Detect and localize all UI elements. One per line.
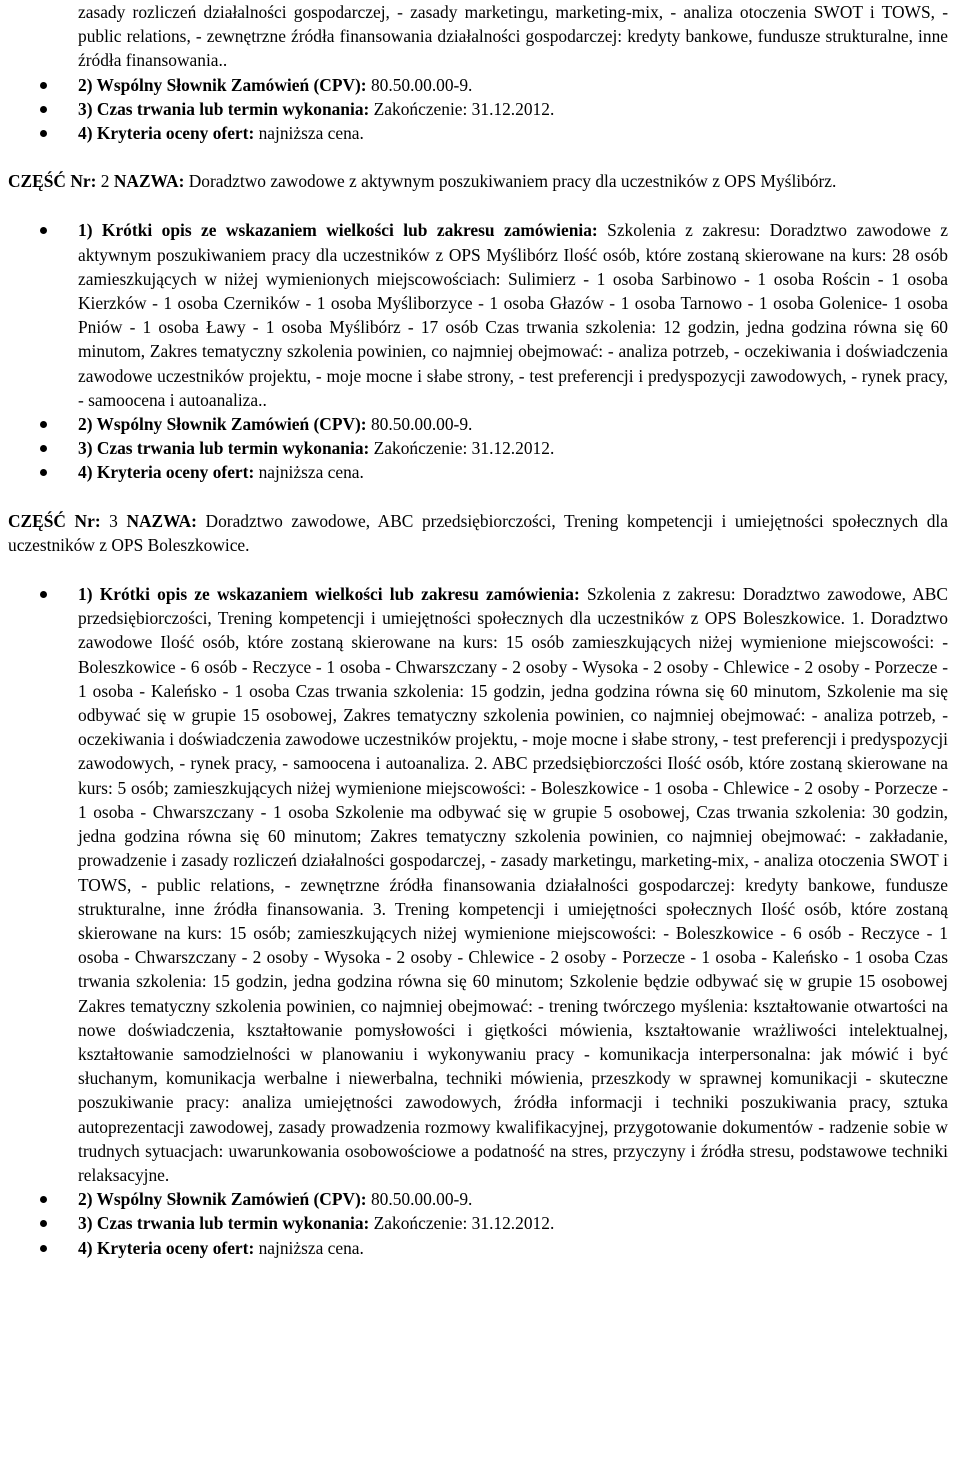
criteria-value: najniższa cena.	[258, 1237, 364, 1258]
description-label: 1) Krótki opis ze wskazaniem wielkości lub zakresu zamówienia:	[78, 584, 580, 605]
part-number: 2	[100, 171, 110, 192]
time-value: Zakończenie: 31.12.2012.	[373, 438, 555, 459]
bullet-icon	[40, 106, 47, 113]
time-label: 3) Czas trwania lub termin wykonania:	[78, 1213, 370, 1234]
part3-criteria-item	[78, 1236, 948, 1260]
description-value: Szkolenia z zakresu: Doradztwo zawodowe, ABC przedsiębiorczości, Trening kompetencji i umiejętności społecznych dla uczestników z OPS Boleszkowice. 1. Doradztwo zawodowe Ilość osób, które zostaną skierowane na kurs: 15 osób zamieszkujących niżej wymienione miejscowości: - Boleszkowice - 6 osób - Reczyce - 1 osoba - Chwarszczany - 2 osoby - Wysoka - 2 osoby - Chlewice - 2 osoby - Porzecze - 1 osoba - Kaleńsko - 1 osoba Czas trwania szkolenia: 15 godzin, jedna godzina równa się 60 minutom, Szkolenie ma się odbywać się w grupie 15 osobowej, Zakres tematyczny szkolenia powinien, co najmniej obejmować: - analiza potrzeb, - oczekiwania i doświadczenia zawodowe uczestników projektu, - moje mocne i słabe strony, - test preferencji i predyspozycji zawodowych, - rynek pracy, - samoocena i autoanaliza. 2. ABC przedsiębiorczości Ilość osób, które zostaną skierowane na kurs: 5 osób; zamieszkujących niżej wymienione miejscowości: - Boleszkowice - 1 osoba - Chlewice - 2 osoby - Porzecze - 1 osoba - Chwarszczany - 1 osoba Szkolenie ma odbywać się w grupie 5 osobowej, Czas trwania szkolenia: 30 godzin, jedna godzina równa się 60 minutom; Zakres tematyczny szkolenia powinien, co najmniej obejmować: - zakładanie, prowadzenie i zasady rozliczeń działalności gospodarczej, - zasady marketingu, marketing-mix, - analiza otoczenia SWOT i TOWS, - public relations, - zewnętrzne źródła finansowania działalności gospodarczej: kredyty bankowe, fundusze strukturalne, inne źródła finansowania. 3. Trening kompetencji i umiejętności społecznych Ilość osób, które zostaną skierowane na kurs: 15 osób; zamieszkujących niżej wymienione miejscowości: - Boleszkowice - 6 osób - Reczyce - 1 osoba - Chwarszczany - 2 osoby - Wysoka - 2 osoby - Chlewice - 2 osoby - Porzecze - 1 osoba - Kaleńsko - 1 osoba Czas trwania szkolenia: 15 godzin, jedna godzina równa się 60 minutom; Szkolenie będzie odbywać się w grupie 15 osobowej Zakres tematyczny szkolenia powinien, co najmniej obejmować: - trening twórczego myślenia: kształtowanie otwartości na nowe doświadczenia, kształtowanie pomysłowości i giętkości mówienia, kształtowanie wrażliwości intelektualnej, kształtowanie samodzielności w planowaniu i wykonywaniu pracy - komunikacja interpersonalna: jak mówić i być słuchanym, komunikacja werbalne i niewerbalna, techniki mówienia, przeszkody w sprawnej komunikacji - skuteczne poszukiwanie pracy: analiza umiejętności zawodowych, źródła informacji i techniki poszukiwania pracy, sztuka autoprezentacji zawodowej, zasady prowadzenia rozmowy kwalifikacyjnej, przygotowanie dokumentów - radzenie sobie w trudnych sytuacjach: uwarunkowania osobowościowe a podatność na stres, przyczyny i źródła stresu, podstawowe techniki relaksacyjne.	[78, 584, 949, 1185]
criteria-label: 4) Kryteria oceny ofert:	[78, 462, 255, 483]
cpv-label: 2) Wspólny Słownik Zamówień (CPV):	[78, 1189, 367, 1210]
bullet-icon	[40, 1220, 47, 1227]
part2-description-item	[78, 218, 948, 412]
part-name-label: NAZWA:	[126, 510, 197, 531]
part1-criteria-item	[78, 121, 948, 145]
cpv-value: 80.50.00.00-9.	[370, 414, 473, 435]
part3-attributes-list	[8, 582, 948, 1260]
part2-criteria-item	[78, 460, 948, 484]
bullet-icon	[40, 469, 47, 476]
part3-description-item	[78, 582, 948, 1187]
bullet-icon	[40, 130, 47, 137]
part2-attributes-list	[8, 218, 948, 484]
bullet-icon	[40, 1245, 47, 1252]
part3-time-item	[78, 1211, 948, 1235]
part-name: Doradztwo zawodowe z aktywnym poszukiwaniem pracy dla uczestników z OPS Myślibórz.	[188, 171, 837, 192]
part1-description-continuation: zasady rozliczeń działalności gospodarczej, - zasady marketingu, marketing-mix, - analiza otoczenia SWOT i TOWS, - public relations, - zewnętrzne źródła finansowania działalności gospodarczej: kredyty bankowe, fundusze strukturalne, inne źródła finansowania..	[78, 2, 948, 71]
criteria-label: 4) Kryteria oceny ofert:	[78, 123, 255, 144]
bullet-icon	[40, 445, 47, 452]
criteria-label: 4) Kryteria oceny ofert:	[78, 1237, 255, 1258]
cpv-value: 80.50.00.00-9.	[370, 74, 473, 95]
criteria-value: najniższa cena.	[258, 462, 364, 483]
time-label: 3) Czas trwania lub termin wykonania:	[78, 438, 370, 459]
cpv-label: 2) Wspólny Słownik Zamówień (CPV):	[78, 414, 367, 435]
part-number-label: CZĘŚĆ Nr:	[8, 171, 97, 192]
part2-cpv-item	[78, 412, 948, 436]
description-label: 1) Krótki opis ze wskazaniem wielkości lub zakresu zamówienia:	[78, 220, 598, 241]
cpv-value: 80.50.00.00-9.	[370, 1189, 473, 1210]
part2-time-item	[78, 436, 948, 460]
bullet-icon	[40, 227, 47, 234]
part-name-label: NAZWA:	[113, 171, 185, 192]
time-label: 3) Czas trwania lub termin wykonania:	[78, 98, 370, 119]
part-number: 3	[109, 510, 118, 531]
part1-attributes-list	[8, 73, 948, 146]
part3-header	[8, 509, 948, 557]
bullet-icon	[40, 421, 47, 428]
part-number-label: CZĘŚĆ Nr:	[8, 510, 101, 531]
time-value: Zakończenie: 31.12.2012.	[373, 1213, 555, 1234]
part-name: Doradztwo zawodowe, ABC przedsiębiorczości, Trening kompetencji i umiejętności społecznych dla uczestników z OPS Boleszkowice.	[8, 510, 948, 555]
bullet-icon	[40, 82, 47, 89]
criteria-value: najniższa cena.	[258, 123, 364, 144]
description-value: Szkolenia z zakresu: Doradztwo zawodowe z aktywnym poszukiwaniem pracy dla uczestników z OPS Myślibórz Ilość osób, które zostaną skierowane na kurs: 28 osób zamieszkujących w niżej wymienionych miejscowościach: Sulimierz - 1 osoba Sarbinowo - 1 osoba Rościn - 1 osoba Kierzków - 1 osoba Czerników - 1 osoba Myśliborzyce - 1 osoba Głazów - 1 osoba Tarnowo - 1 osoba Golenice- 1 osoba Pniów - 1 osoba Ławy - 1 osoba Myślibórz - 17 osób Czas trwania szkolenia: 12 godzin, jedna godzina równa się 60 minutom, Zakres tematyczny szkolenia powinien, co najmniej obejmować: - analiza potrzeb, - oczekiwania i doświadczenia zawodowe uczestników projektu, - moje mocne i słabe strony, - test preferencji i predyspozycji zawodowych, - rynek pracy, - samoocena i autoanaliza..	[78, 220, 948, 410]
bullet-icon	[40, 591, 47, 598]
part1-cpv-item	[78, 73, 948, 97]
part3-cpv-item	[78, 1187, 948, 1211]
time-value: Zakończenie: 31.12.2012.	[373, 98, 555, 119]
part2-header	[8, 169, 948, 193]
bullet-icon	[40, 1196, 47, 1203]
part1-time-item	[78, 97, 948, 121]
cpv-label: 2) Wspólny Słownik Zamówień (CPV):	[78, 74, 367, 95]
